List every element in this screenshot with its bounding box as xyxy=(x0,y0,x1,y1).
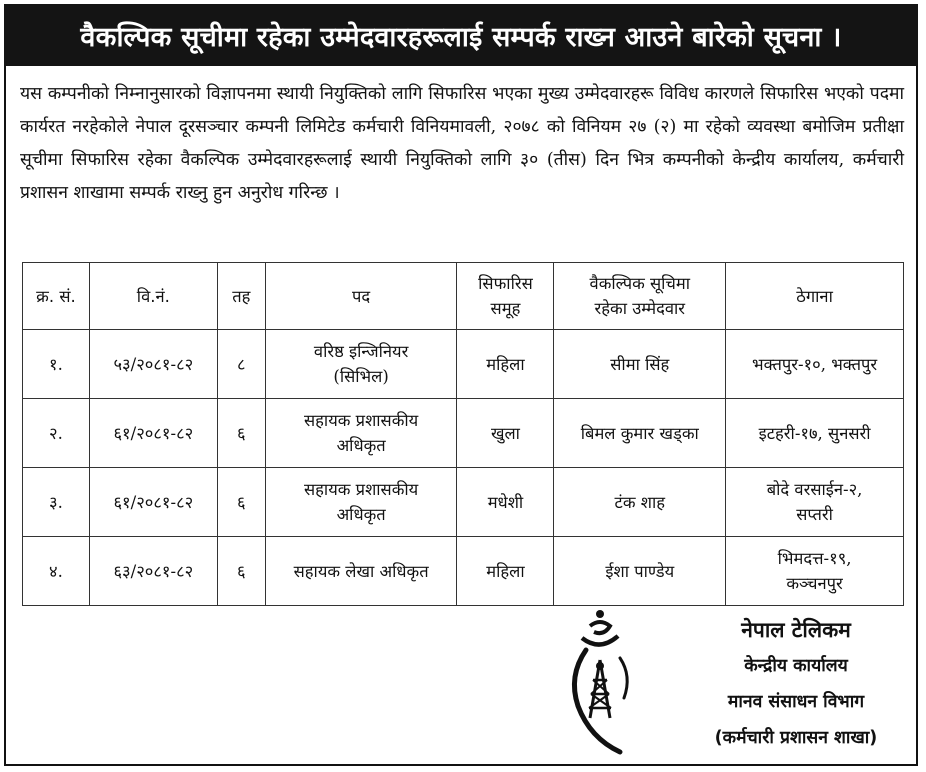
cell-address xyxy=(726,399,904,468)
cell-group: मधेशी xyxy=(457,468,554,537)
cell-post-line2: अधिकृत xyxy=(336,505,386,524)
cell-address-line1: भक्तपुर-१०, भक्तपुर xyxy=(752,354,878,374)
cell-post-line1: वरिष्ठ इन्जिनियर xyxy=(313,342,409,361)
cell-post-line1: सहायक लेखा अधिकृत xyxy=(293,561,429,581)
cell-candidate: सीमा सिंह xyxy=(554,330,726,399)
cell-address-line2: कञ्चनपुर xyxy=(786,574,843,593)
cell-address xyxy=(726,468,904,537)
header-level: तह xyxy=(217,263,265,330)
cell-level: ६ xyxy=(217,537,265,606)
cell-sn: ३. xyxy=(23,468,90,537)
table-row xyxy=(23,468,904,537)
cell-group: महिला xyxy=(457,537,554,606)
footer-office: केन्द्रीय कार्यालय xyxy=(744,656,848,676)
header-post: पद xyxy=(265,263,457,330)
cell-post-line2: अधिकृत xyxy=(336,436,386,455)
cell-address-line1: भिमदत्त-१९, xyxy=(777,549,852,568)
cell-post-line1: सहायक प्रशासकीय xyxy=(304,411,419,430)
candidate-table xyxy=(22,262,904,606)
cell-candidate: ईशा पाण्डेय xyxy=(554,537,726,606)
cell-adv: ६१/२०८१-८२ xyxy=(89,468,217,537)
footer-company: नेपाल टेलिकम xyxy=(741,618,851,642)
cell-post-line2: (सिभिल) xyxy=(333,367,389,386)
table-row xyxy=(23,330,904,399)
footer-section: (कर्मचारी प्रशासन शाखा) xyxy=(714,728,878,748)
cell-candidate: बिमल कुमार खड्का xyxy=(554,399,726,468)
cell-post xyxy=(265,468,457,537)
footer-department: मानव संसाधन विभाग xyxy=(727,692,865,712)
footer-signature xyxy=(680,612,912,756)
notice-title xyxy=(4,4,918,66)
header-candidate xyxy=(554,263,726,330)
cell-post-line1: सहायक प्रशासकीय xyxy=(304,480,419,499)
cell-address-line1: बोदे वरसाईन-२, xyxy=(766,480,863,499)
cell-address-line2: सप्तरी xyxy=(796,505,833,524)
header-group xyxy=(457,263,554,330)
cell-sn: २. xyxy=(23,399,90,468)
header-candidate-line1: वैकल्पिक सूचिमा xyxy=(589,274,691,293)
cell-group: महिला xyxy=(457,330,554,399)
nepal-telecom-logo-icon xyxy=(560,606,638,756)
header-adv: वि.नं. xyxy=(89,263,217,330)
cell-address xyxy=(726,537,904,606)
cell-candidate: टंक शाह xyxy=(554,468,726,537)
table-header-row xyxy=(23,263,904,330)
table-row xyxy=(23,399,904,468)
cell-post xyxy=(265,537,457,606)
header-sn: क्र. सं. xyxy=(23,263,90,330)
header-candidate-line2: रहेका उम्मेदवार xyxy=(594,299,686,318)
header-group-line2: समूह xyxy=(490,299,521,318)
cell-level: ६ xyxy=(217,399,265,468)
cell-adv: ६३/२०८१-८२ xyxy=(89,537,217,606)
cell-level: ६ xyxy=(217,468,265,537)
cell-sn: १. xyxy=(23,330,90,399)
cell-post xyxy=(265,330,457,399)
cell-post xyxy=(265,399,457,468)
header-address: ठेगाना xyxy=(726,263,904,330)
notice-title-text: वैकल्पिक सूचीमा रहेका उम्मेदवारहरूलाई सम्पर्क राख्न आउने बारेको सूचना । xyxy=(80,21,842,53)
cell-adv: ६१/२०८१-८२ xyxy=(89,399,217,468)
cell-level: ८ xyxy=(217,330,265,399)
cell-sn: ४. xyxy=(23,537,90,606)
cell-group: खुला xyxy=(457,399,554,468)
cell-address xyxy=(726,330,904,399)
cell-address-line1: इटहरी-१७, सुनसरी xyxy=(758,423,871,443)
header-group-line1: सिफारिस xyxy=(478,274,533,293)
table-row xyxy=(23,537,904,606)
cell-adv: ५३/२०८१-८२ xyxy=(89,330,217,399)
notice-body: यस कम्पनीको निम्नानुसारको विज्ञापनमा स्थायी नियुक्तिको लागि सिफारिस भएका मुख्य उम्मेदवारहरू विविध कारणले सिफारिस भएको पदमा कार्यरत नरहेकोले नेपाल दूरसञ्चार कम्पनी लिमिटेड कर्मचारी विनियमावली, २०७८ को विनियम २७ (२) मा रहेको व्यवस्था बमोजिम प्रतीक्षा सूचीमा सिफारिस रहेका वैकल्पिक उम्मेदवारहरूलाई स्थायी नियुक्तिको लागि ३० (तीस) दिन भित्र कम्पनीको केन्द्रीय कार्यालय, कर्मचारी प्रशासन शाखामा सम्पर्क राख्नु हुन अनुरोध गरिन्छ । xyxy=(20,84,904,203)
